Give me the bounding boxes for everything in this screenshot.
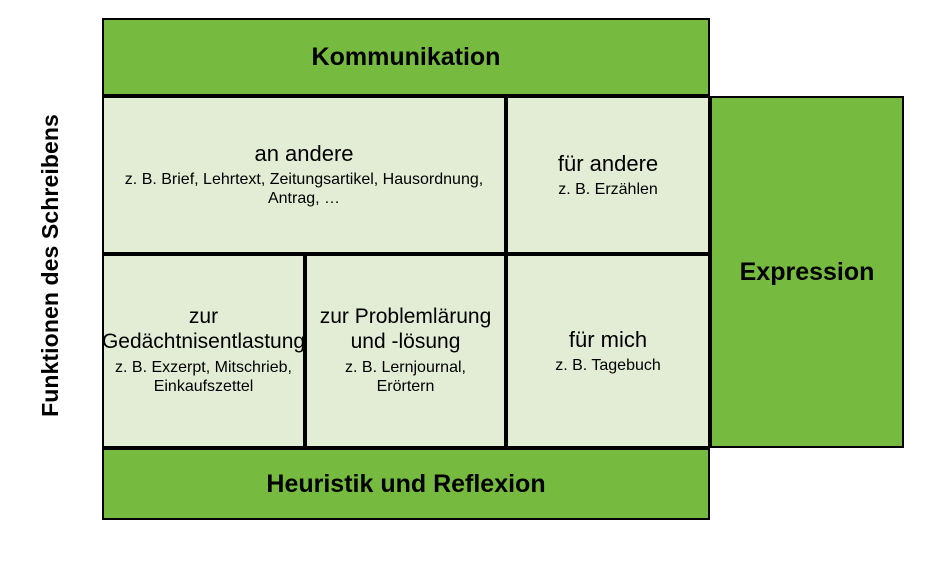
band-heuristik-label: Heuristik und Reflexion: [266, 469, 546, 498]
cell-fuer-mich-title: für mich: [568, 326, 648, 352]
cell-an-andere-title: an andere: [254, 141, 354, 166]
cell-fuer-mich: [506, 254, 710, 448]
cell-fuer-andere-examples: z. B. Erzählen: [558, 180, 658, 198]
cell-gedaechtnisentlastung-examples: z. B. Exzerpt, Mitschrieb, Einkaufszettel: [115, 358, 292, 396]
cell-fuer-andere-title: für andere: [557, 150, 659, 176]
axis-label: [0, 0, 100, 530]
band-kommunikation-label: Kommunikation: [311, 42, 501, 71]
axis-label-text: Funktionen des Schreibens: [36, 113, 63, 417]
band-kommunikation: [102, 18, 710, 96]
cell-fuer-andere: [506, 96, 710, 254]
band-heuristik: [102, 448, 710, 520]
cell-problemklaerung: [305, 254, 506, 448]
block-expression: [710, 96, 904, 448]
cell-an-andere-examples: z. B. Brief, Lehrtext, Zeitungsartikel, Hausordnung, Antrag, …: [124, 170, 484, 208]
cell-gedaechtnisentlastung: [102, 254, 305, 448]
cell-problemklaerung-examples: z. B. Lernjournal, Erörtern: [345, 358, 466, 396]
cell-fuer-mich-examples: z. B. Tagebuch: [555, 356, 661, 374]
cell-an-andere: [102, 96, 506, 254]
block-expression-label: Expression: [739, 257, 875, 286]
cell-problemklaerung-title: zur Problemlärung und -lösung: [319, 305, 492, 353]
cell-gedaechtnisentlastung-title: zur Gedächtnisentlastung: [101, 305, 306, 353]
